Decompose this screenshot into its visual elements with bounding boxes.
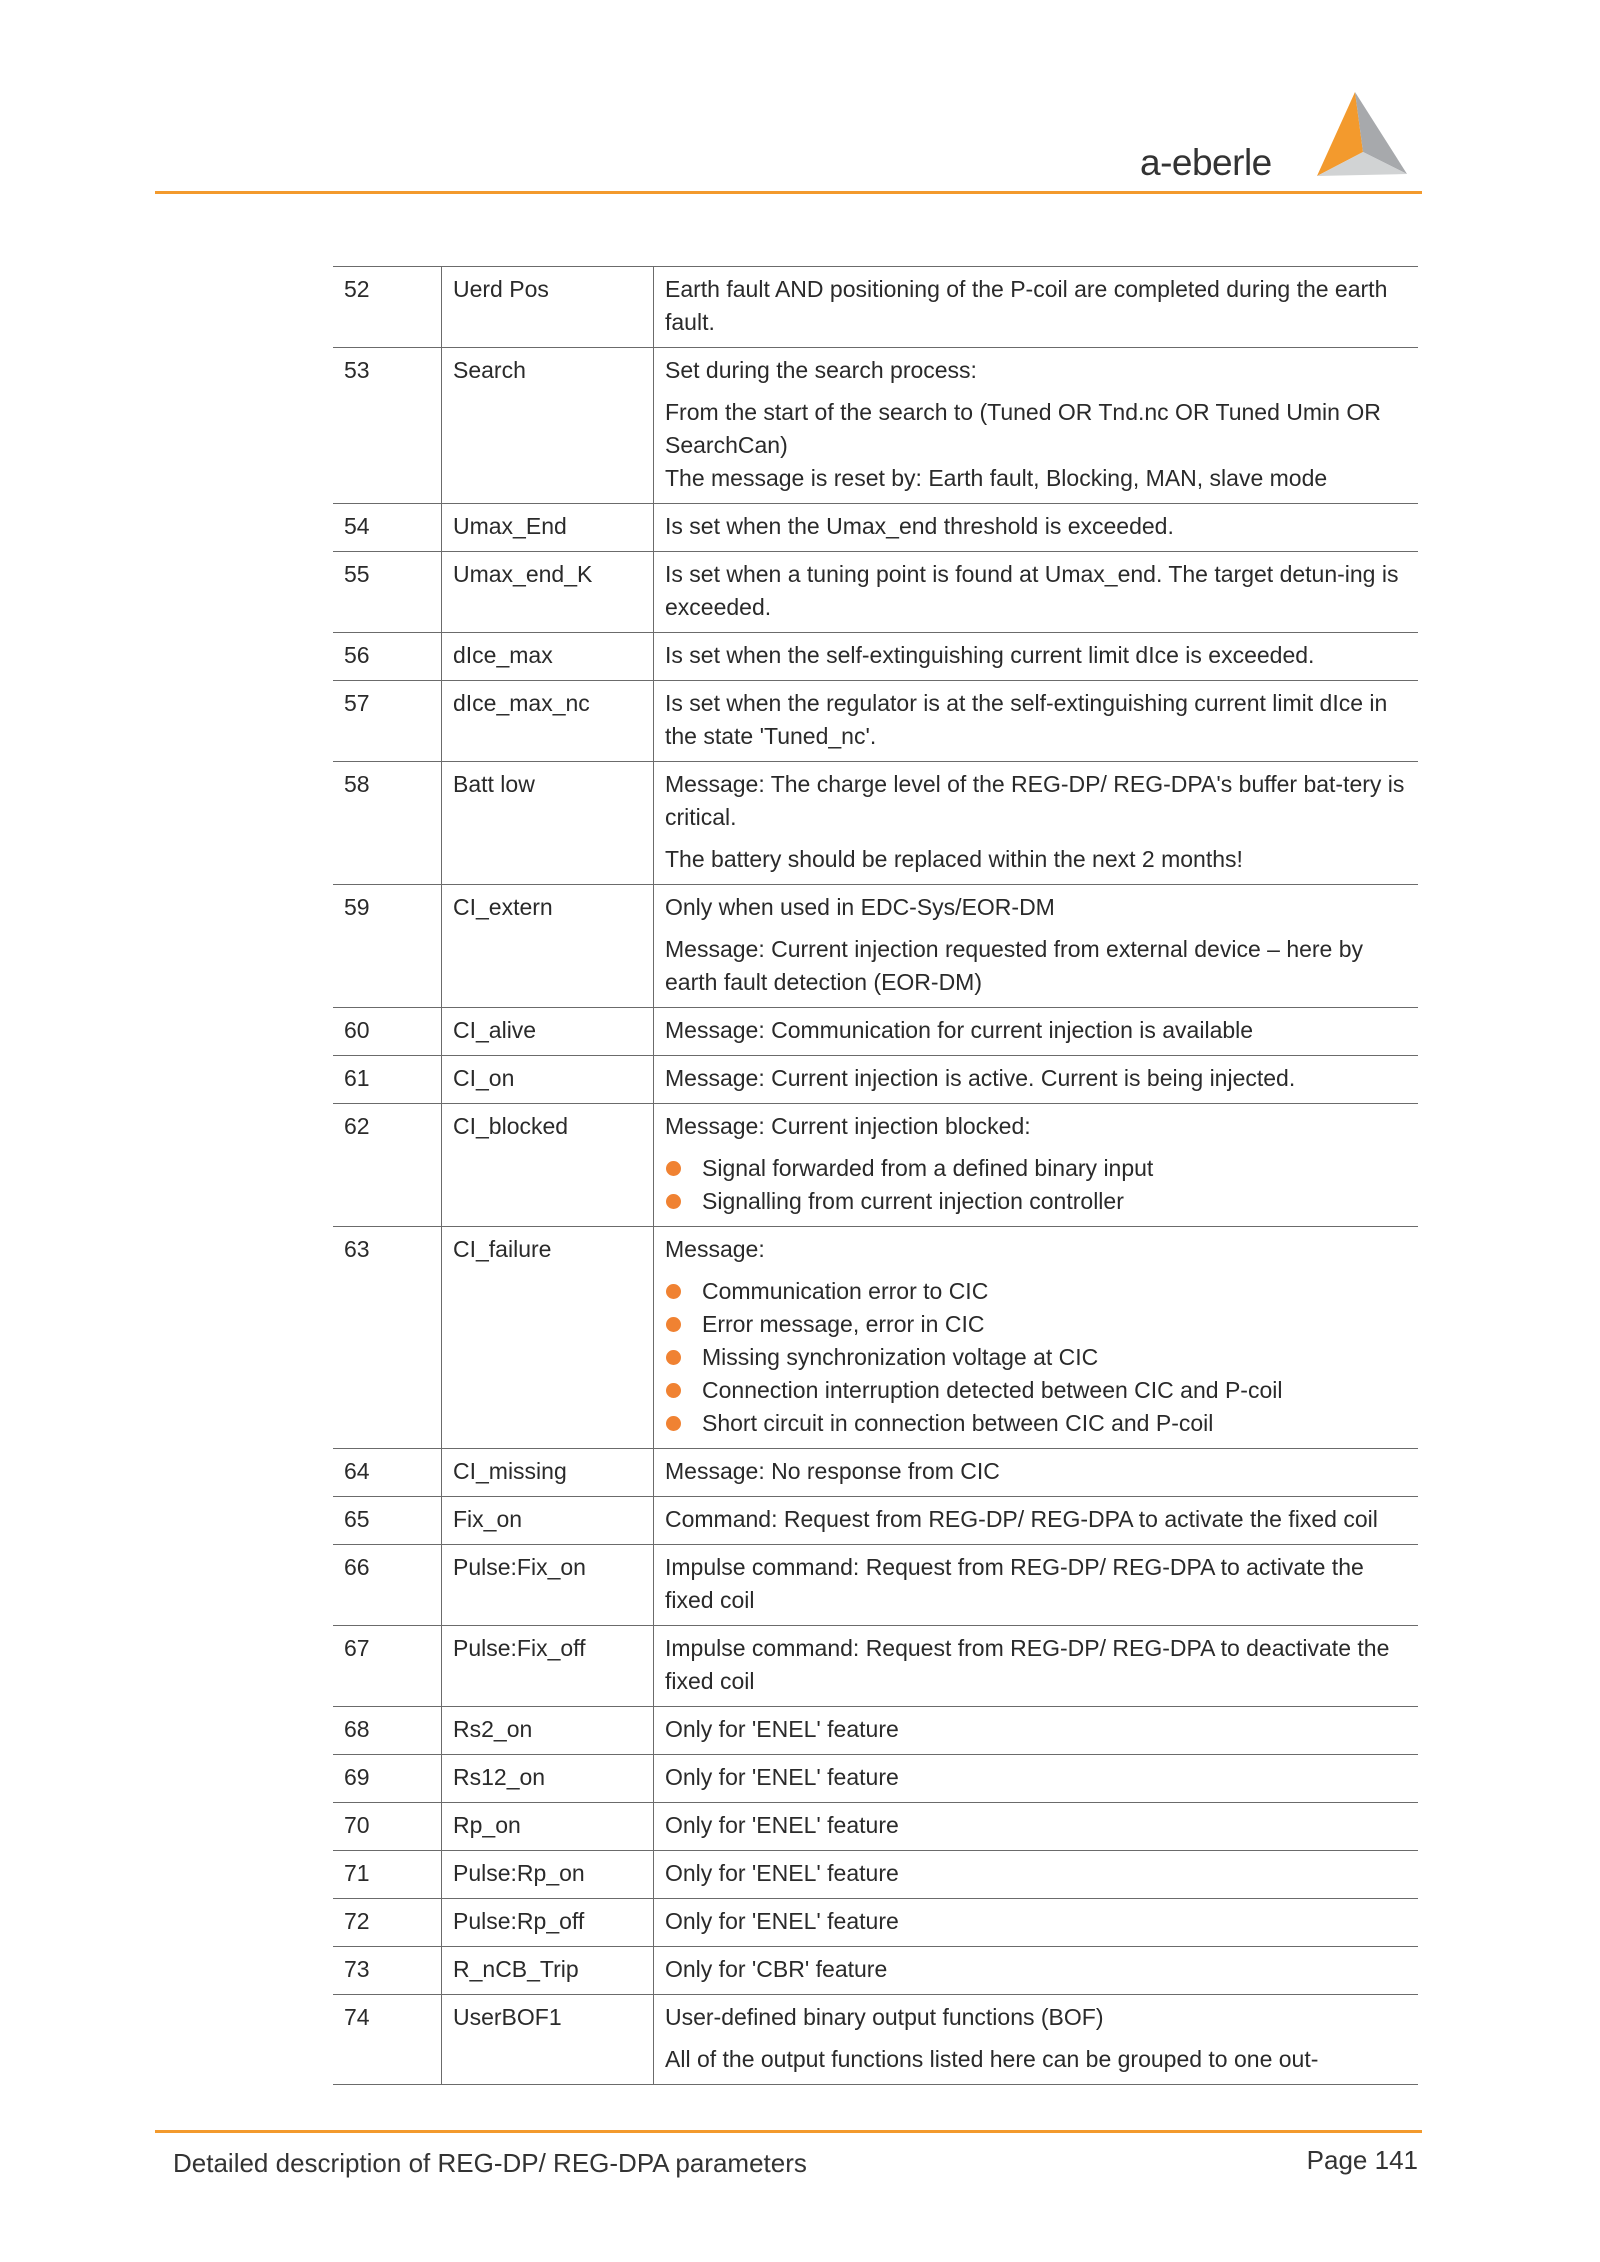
list-item	[665, 1407, 1407, 1440]
parameter-name: R_nCB_Trip	[442, 1947, 654, 1995]
parameter-description	[654, 633, 1419, 681]
parameter-number: 60	[333, 1008, 442, 1056]
parameter-number: 74	[333, 1995, 442, 2085]
description-paragraph: Impulse command: Request from REG-DP/ REG-DPA to activate the fixed coil	[665, 1554, 1364, 1613]
description-paragraph: Is set when the regulator is at the self-extinguishing current limit dIce in the state 'Tuned_nc'.	[665, 690, 1388, 749]
table-row	[333, 1947, 1418, 1995]
table-row	[333, 1803, 1418, 1851]
list-item	[665, 1275, 1407, 1308]
description-paragraph: Message:	[665, 1236, 765, 1262]
description-paragraph: Only when used in EDC-Sys/EOR-DM	[665, 894, 1055, 920]
description-paragraph: User-defined binary output functions (BOF)	[665, 2004, 1104, 2030]
parameter-number: 71	[333, 1851, 442, 1899]
parameter-name: Search	[442, 348, 654, 504]
description-paragraph: Message: The charge level of the REG-DP/ REG-DPA's buffer bat-tery is critical.	[665, 771, 1405, 830]
parameter-number: 65	[333, 1497, 442, 1545]
parameter-description	[654, 1851, 1419, 1899]
list-item	[665, 1308, 1407, 1341]
table-row	[333, 267, 1418, 348]
table-row	[333, 1851, 1418, 1899]
description-paragraph: All of the output functions listed here can be grouped to one out-	[665, 2046, 1319, 2072]
description-paragraph: Only for 'ENEL' feature	[665, 1812, 899, 1838]
parameter-number: 72	[333, 1899, 442, 1947]
parameter-description	[654, 1545, 1419, 1626]
list-item-text: Connection interruption detected between CIC and P-coil	[702, 1377, 1283, 1403]
parameter-description	[654, 885, 1419, 1008]
description-paragraph: Is set when a tuning point is found at Umax_end. The target detun-ing is exceeded.	[665, 561, 1399, 620]
list-item-text: Communication error to CIC	[702, 1278, 989, 1304]
parameter-name: Batt low	[442, 762, 654, 885]
description-paragraph: From the start of the search to (Tuned OR Tnd.nc OR Tuned Umin OR SearchCan) The message is reset by: Earth fault, Blocking, MAN, slave mode	[665, 399, 1381, 491]
parameter-name: Rs2_on	[442, 1707, 654, 1755]
parameter-description	[654, 1947, 1419, 1995]
parameter-name: CI_blocked	[442, 1104, 654, 1227]
bullet-dot-icon	[666, 1161, 681, 1176]
description-paragraph: Only for 'ENEL' feature	[665, 1908, 899, 1934]
parameter-description	[654, 504, 1419, 552]
table-row	[333, 504, 1418, 552]
parameter-number: 52	[333, 267, 442, 348]
list-item	[665, 1185, 1407, 1218]
table-row	[333, 1497, 1418, 1545]
logo-triangle-icon	[1305, 90, 1415, 182]
bullet-dot-icon	[666, 1383, 681, 1398]
description-paragraph: Impulse command: Request from REG-DP/ REG-DPA to deactivate the fixed coil	[665, 1635, 1390, 1694]
bullet-list	[665, 1275, 1407, 1440]
parameter-number: 57	[333, 681, 442, 762]
parameter-description	[654, 1497, 1419, 1545]
parameter-name: Pulse:Rp_on	[442, 1851, 654, 1899]
parameter-description	[654, 1899, 1419, 1947]
parameter-number: 64	[333, 1449, 442, 1497]
logo-wordmark: a-eberle	[1140, 142, 1272, 183]
parameter-description	[654, 1803, 1419, 1851]
table-row	[333, 1545, 1418, 1626]
description-paragraph: Only for 'ENEL' feature	[665, 1860, 899, 1886]
parameter-description	[654, 1008, 1419, 1056]
table-row	[333, 552, 1418, 633]
company-logo	[1140, 90, 1415, 185]
parameter-name: CI_on	[442, 1056, 654, 1104]
parameter-name: Rp_on	[442, 1803, 654, 1851]
parameter-name: Fix_on	[442, 1497, 654, 1545]
description-paragraph: Message: Current injection is active. Current is being injected.	[665, 1065, 1296, 1091]
parameter-name: CI_failure	[442, 1227, 654, 1449]
bullet-dot-icon	[666, 1416, 681, 1431]
footer-page-number: Page 141	[1306, 2145, 1418, 2175]
table-row	[333, 1449, 1418, 1497]
bullet-dot-icon	[666, 1350, 681, 1365]
list-item	[665, 1374, 1407, 1407]
table-row	[333, 681, 1418, 762]
list-item	[665, 1341, 1407, 1374]
parameter-description	[654, 762, 1419, 885]
description-paragraph: Only for 'CBR' feature	[665, 1956, 888, 1982]
list-item-text: Short circuit in connection between CIC and P-coil	[702, 1410, 1214, 1436]
table-row	[333, 1626, 1418, 1707]
table-row	[333, 1056, 1418, 1104]
description-paragraph: Only for 'ENEL' feature	[665, 1764, 899, 1790]
parameter-number: 53	[333, 348, 442, 504]
parameter-description	[654, 1227, 1419, 1449]
table-row	[333, 1995, 1418, 2085]
description-paragraph: Message: Current injection blocked:	[665, 1113, 1031, 1139]
parameter-number: 62	[333, 1104, 442, 1227]
description-paragraph: Only for 'ENEL' feature	[665, 1716, 899, 1742]
parameter-description	[654, 552, 1419, 633]
description-paragraph: Message: Communication for current injection is available	[665, 1017, 1254, 1043]
list-item-text: Error message, error in CIC	[702, 1311, 985, 1337]
parameter-description	[654, 348, 1419, 504]
parameter-description	[654, 1707, 1419, 1755]
table-row	[333, 1707, 1418, 1755]
parameter-number: 68	[333, 1707, 442, 1755]
parameter-description	[654, 267, 1419, 348]
parameter-description	[654, 1449, 1419, 1497]
parameter-number: 61	[333, 1056, 442, 1104]
description-paragraph: Message: No response from CIC	[665, 1458, 1000, 1484]
footer-divider	[155, 2130, 1422, 2133]
parameter-number: 58	[333, 762, 442, 885]
description-paragraph: Is set when the Umax_end threshold is exceeded.	[665, 513, 1174, 539]
parameter-name: dIce_max	[442, 633, 654, 681]
description-paragraph: Message: Current injection requested from external device – here by earth fault detection (EOR-DM)	[665, 936, 1364, 995]
parameter-description	[654, 681, 1419, 762]
list-item	[665, 1152, 1407, 1185]
list-item-text: Signalling from current injection controller	[702, 1188, 1124, 1214]
bullet-dot-icon	[666, 1194, 681, 1209]
parameter-name: Umax_end_K	[442, 552, 654, 633]
table-row	[333, 885, 1418, 1008]
parameter-name: CI_alive	[442, 1008, 654, 1056]
parameter-name: Rs12_on	[442, 1755, 654, 1803]
parameter-number: 73	[333, 1947, 442, 1995]
parameter-number: 70	[333, 1803, 442, 1851]
description-paragraph: Is set when the self-extinguishing current limit dIce is exceeded.	[665, 642, 1315, 668]
parameter-description	[654, 1995, 1419, 2085]
parameter-name: Pulse:Fix_off	[442, 1626, 654, 1707]
parameter-number: 54	[333, 504, 442, 552]
parameter-number: 59	[333, 885, 442, 1008]
parameter-number: 67	[333, 1626, 442, 1707]
table-row	[333, 1104, 1418, 1227]
table-row	[333, 1755, 1418, 1803]
parameter-name: Pulse:Fix_on	[442, 1545, 654, 1626]
table-row	[333, 348, 1418, 504]
parameter-number: 66	[333, 1545, 442, 1626]
parameter-name: CI_missing	[442, 1449, 654, 1497]
parameter-name: UserBOF1	[442, 1995, 654, 2085]
description-paragraph: The battery should be replaced within the next 2 months!	[665, 846, 1243, 872]
header-divider	[155, 191, 1422, 194]
parameter-number: 55	[333, 552, 442, 633]
bullet-list	[665, 1152, 1407, 1218]
parameter-number: 69	[333, 1755, 442, 1803]
bullet-dot-icon	[666, 1284, 681, 1299]
table-row	[333, 1899, 1418, 1947]
parameter-description	[654, 1626, 1419, 1707]
parameter-name: Uerd Pos	[442, 267, 654, 348]
description-paragraph: Command: Request from REG-DP/ REG-DPA to activate the fixed coil	[665, 1506, 1378, 1532]
parameter-name: Pulse:Rp_off	[442, 1899, 654, 1947]
parameter-number: 63	[333, 1227, 442, 1449]
parameter-table	[333, 266, 1418, 2085]
list-item-text: Missing synchronization voltage at CIC	[702, 1344, 1099, 1370]
parameter-description	[654, 1104, 1419, 1227]
description-paragraph: Earth fault AND positioning of the P-coil are completed during the earth fault.	[665, 276, 1388, 335]
parameter-name: Umax_End	[442, 504, 654, 552]
table-row	[333, 633, 1418, 681]
parameter-name: CI_extern	[442, 885, 654, 1008]
parameter-description	[654, 1056, 1419, 1104]
parameter-number: 56	[333, 633, 442, 681]
table-row	[333, 1008, 1418, 1056]
description-paragraph: Set during the search process:	[665, 357, 977, 383]
list-item-text: Signal forwarded from a defined binary input	[702, 1155, 1154, 1181]
parameter-name: dIce_max_nc	[442, 681, 654, 762]
parameter-description	[654, 1755, 1419, 1803]
table-row	[333, 1227, 1418, 1449]
table-row	[333, 762, 1418, 885]
footer-document-title: Detailed description of REG-DP/ REG-DPA parameters	[173, 2148, 807, 2178]
bullet-dot-icon	[666, 1317, 681, 1332]
